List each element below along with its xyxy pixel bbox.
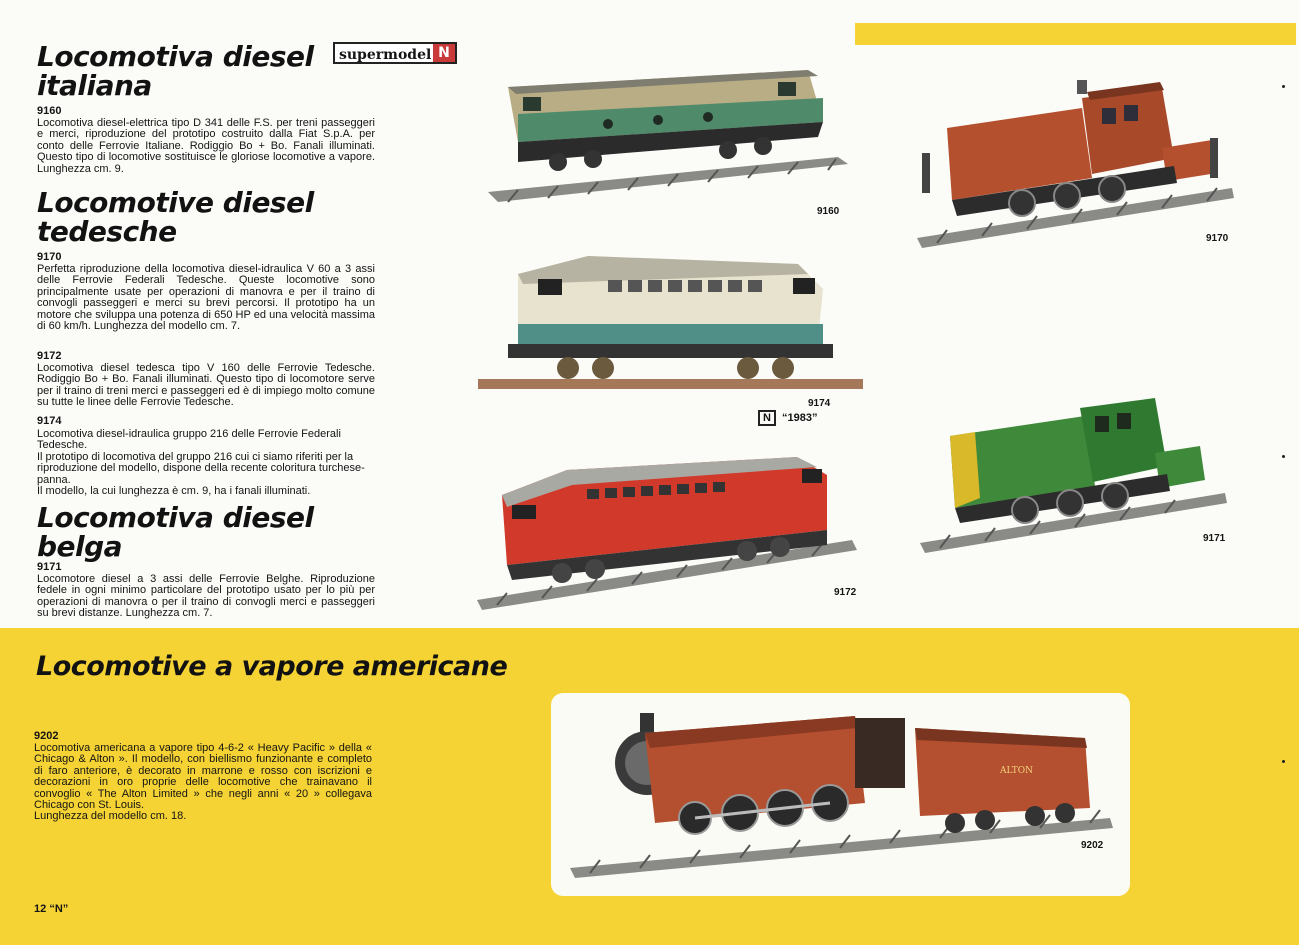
binder-dot [1282, 760, 1285, 763]
supermodel-logo-text: supermodel [339, 47, 432, 63]
item-code-9172: 9172 [37, 350, 62, 362]
section-title-italiana [37, 42, 314, 100]
tender-lettering: ALTON [1000, 766, 1033, 776]
item-desc-9174 [37, 429, 375, 497]
n-logo-icon: N [758, 410, 776, 426]
item-desc-9160: Locomotiva diesel-elettrica tipo D 341 delle F.S. per treni passeggeri e merci, riproduzione del prototipo costruito dalla Fiat S.p.A. per conto delle Ferrovie Italiane. Rodiggio Bo + Bo. Fanali illuminati. Questo tipo di locomotive sostituisce le gloriose locomotive a vapore. Lunghezza cm. 9. [37, 117, 375, 175]
desc-line: Lunghezza del modello cm. 18. [34, 810, 187, 823]
photo-label-9202: 9202 [1081, 840, 1104, 851]
supermodel-logo [333, 42, 457, 64]
title-line: Locomotiva diesel [37, 501, 314, 534]
loco-9202-image [565, 708, 1120, 878]
loco-9171-image [915, 388, 1235, 558]
binder-dot [1282, 455, 1285, 458]
photo-label-9172: 9172 [834, 587, 857, 598]
desc-line: Il modello, la cui lunghezza è cm. 9, ha i fanali illuminati. [37, 485, 311, 498]
title-line: tedesche [37, 215, 177, 248]
item-desc-9202 [34, 743, 372, 823]
new-1983-label: “1983” [782, 412, 818, 424]
photo-label-9174: 9174 [808, 398, 831, 409]
desc-line: Locomotiva diesel-idraulica gruppo 216 delle Ferrovie Federali Tedesche. [37, 428, 341, 452]
desc-line: Locomotiva americana a vapore tipo 4-6-2 « Heavy Pacific » della « Chicago & Alton ». Il modello, con biellismo funzionante e completo di faro anteriore, è decorato in marrone e rosso con iscrizioni e decorazioni in oro proprie delle locomotive che trainavano il convoglio « The Alton Limited » che negli anni « 20 » collegava Chicago con St. Louis. [34, 742, 372, 812]
photo-label-9160: 9160 [817, 206, 840, 217]
new-1983-marker [758, 410, 818, 426]
page-number: 12 [34, 903, 47, 915]
title-line: italiana [37, 69, 152, 102]
title-line: Locomotive diesel [37, 186, 314, 219]
supermodel-logo-n: N [433, 44, 455, 62]
item-desc-9171: Locomotore diesel a 3 assi delle Ferrovie Belghe. Riproduzione fedele in ogni minimo particolare del prototipo usato per lo più per operazioni di manovra o per il traino di convogli merci e passeggeri su brevi distanze. Lunghezza cm. 7. [37, 573, 375, 620]
section-title-americane: Locomotive a vapore americane [36, 651, 508, 682]
section-title-tedesche [37, 188, 314, 246]
title-line: belga [37, 530, 123, 563]
item-desc-9172: Locomotiva diesel tedesca tipo V 160 delle Ferrovie Tedesche. Rodiggio Bo + Bo. Fanali illuminati. Questo tipo di locomotore serve per il traino di treni merci e passeggeri ed è di impiego molto comune su tutte le linee delle Ferrovie Tedesche. [37, 362, 375, 409]
item-code-9174: 9174 [37, 415, 62, 427]
page-brand: “N” [49, 903, 69, 915]
item-code-9170: 9170 [37, 251, 62, 263]
title-line: Locomotiva diesel [37, 40, 314, 73]
item-code-9171: 9171 [37, 561, 62, 573]
item-code-9160: 9160 [37, 105, 62, 117]
section-title-belga [37, 503, 314, 561]
loco-9170-image [912, 78, 1242, 253]
item-desc-9170: Perfetta riproduzione della locomotiva diesel-idraulica V 60 a 3 assi delle Ferrovie Federali Tedesche. Queste locomotive sono principalmente usate per operazioni di manovra e per il traino di convogli passeggeri e merci su brevi percorsi. Il prototipo ha un motore che sviluppa una potenza di 650 HP ed una velocità massima di 60 km/h. Lunghezza del modello cm. 7. [37, 263, 375, 333]
top-accent-bar [855, 23, 1296, 45]
page-footer [34, 903, 68, 915]
desc-line: Il prototipo di locomotiva del gruppo 216 cui ci siamo riferiti per la riproduzione del modello, dispone della recente coloritura turchese-panna. [37, 450, 365, 486]
photo-label-9171: 9171 [1203, 533, 1226, 544]
loco-9172-image [477, 455, 862, 620]
loco-9160-image [478, 62, 858, 222]
binder-dot [1282, 85, 1285, 88]
item-code-9202: 9202 [34, 730, 59, 742]
photo-label-9170: 9170 [1206, 233, 1229, 244]
loco-9174-image [478, 244, 868, 409]
